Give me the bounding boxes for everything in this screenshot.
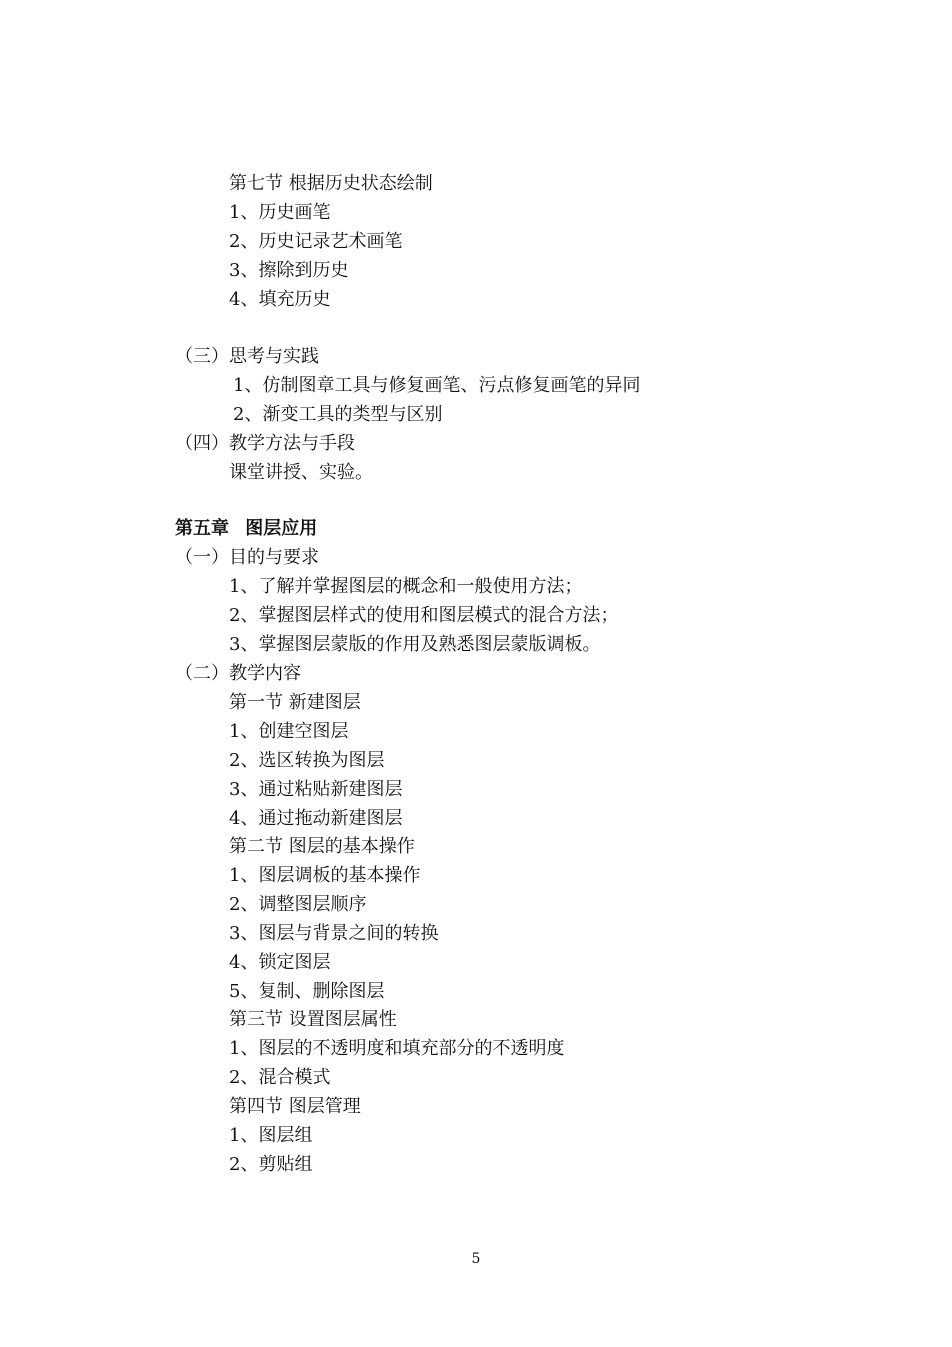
list-item: 3、擦除到历史 <box>229 260 349 281</box>
list-item: 2、渐变工具的类型与区别 <box>233 404 443 425</box>
section-title: 第七节 根据历史状态绘制 <box>229 173 433 194</box>
list-item: 2、剪贴组 <box>229 1154 313 1175</box>
section-title: 第二节 图层的基本操作 <box>229 836 415 857</box>
list-item: 2、调整图层顺序 <box>229 894 367 915</box>
list-item: 4、锁定图层 <box>229 952 331 973</box>
subsection-heading: （一）目的与要求 <box>175 547 319 568</box>
list-item: 2、混合模式 <box>229 1067 331 1088</box>
list-item: 2、掌握图层样式的使用和图层模式的混合方法； <box>229 605 619 626</box>
list-item: 4、通过拖动新建图层 <box>229 808 403 829</box>
list-item: 3、掌握图层蒙版的作用及熟悉图层蒙版调板。 <box>229 634 601 655</box>
section-title: 第四节 图层管理 <box>229 1096 361 1117</box>
list-item: 4、填充历史 <box>229 289 331 310</box>
section-title: 第一节 新建图层 <box>229 692 361 713</box>
list-item: 2、选区转换为图层 <box>229 750 385 771</box>
list-item: 1、了解并掌握图层的概念和一般使用方法； <box>229 576 583 597</box>
list-item: 3、图层与背景之间的转换 <box>229 923 439 944</box>
paragraph: 课堂讲授、实验。 <box>229 462 373 483</box>
list-item: 1、图层的不透明度和填充部分的不透明度 <box>229 1038 565 1059</box>
list-item: 2、历史记录艺术画笔 <box>229 231 403 252</box>
list-item: 3、通过粘贴新建图层 <box>229 779 403 800</box>
list-item: 1、图层调板的基本操作 <box>229 865 421 886</box>
subsection-heading: （四）教学方法与手段 <box>175 433 355 454</box>
list-item: 1、图层组 <box>229 1125 313 1146</box>
page-number: 5 <box>471 1251 481 1267</box>
list-item: 1、创建空图层 <box>229 721 349 742</box>
section-title: 第三节 设置图层属性 <box>229 1009 397 1030</box>
list-item: 5、复制、删除图层 <box>229 981 385 1002</box>
list-item: 1、历史画笔 <box>229 202 331 223</box>
list-item: 1、仿制图章工具与修复画笔、污点修复画笔的异同 <box>233 375 641 396</box>
subsection-heading: （三）思考与实践 <box>175 346 319 367</box>
chapter-title: 第五章 图层应用 <box>175 518 318 539</box>
subsection-heading: （二）教学内容 <box>175 663 301 684</box>
